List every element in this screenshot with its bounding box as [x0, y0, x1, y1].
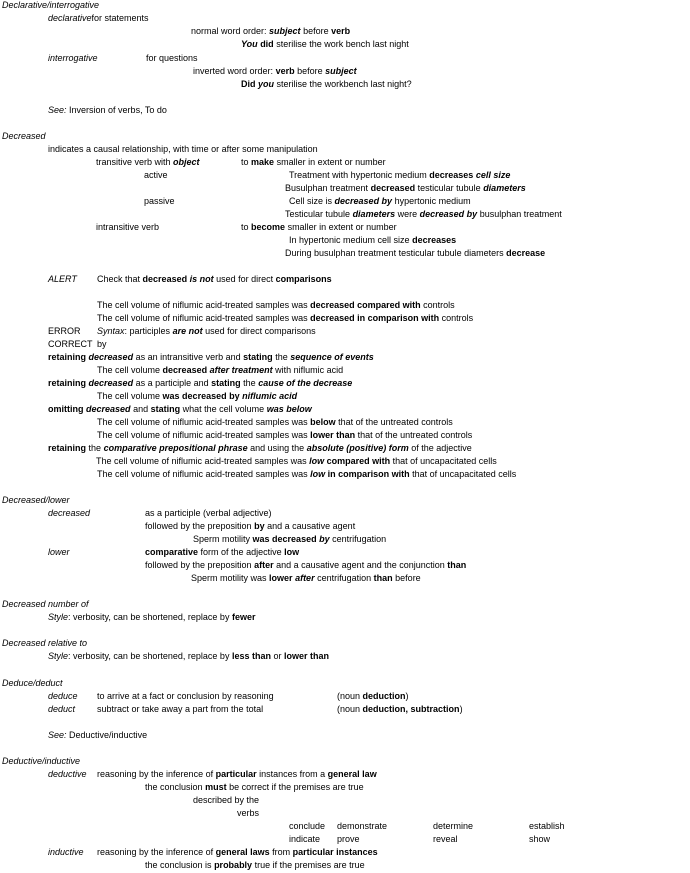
correct-by: by — [97, 339, 107, 349]
wrong-example-1: The cell volume of niflumic acid-treated samples was decreased compared with controls — [97, 300, 455, 310]
transitive-label: transitive verb with object — [96, 157, 200, 167]
alert-label: ALERT — [48, 274, 77, 284]
heading-deductive: Deductive/inductive — [2, 756, 81, 766]
remedy-1: retaining decreased as an intransitive verb and stating the sequence of events — [48, 352, 374, 362]
remedy-2: retaining decreased as a participle and stating the cause of the decrease — [48, 378, 353, 388]
verb-item: demonstrate — [337, 821, 388, 831]
error-text: Syntax: participles are not used for direct comparisons — [97, 326, 316, 336]
decreased-number-style: Style: verbosity, can be shortened, replace by fewer — [48, 612, 256, 622]
remedy-4-example-1: The cell volume of niflumic acid-treated samples was low compared with that of uncapacitated cells — [96, 456, 497, 466]
term-decreased: decreased — [48, 508, 91, 518]
term-deductive: deductive — [48, 769, 87, 779]
deductive-conclusion: the conclusion must be correct if the premises are true — [145, 782, 364, 792]
passive-label: passive — [144, 196, 175, 206]
remedy-3-example-1: The cell volume of niflumic acid-treated samples was below that of the untreated controls — [97, 417, 453, 427]
verb-item: prove — [337, 834, 360, 844]
heading-decreased: Decreased — [2, 131, 46, 141]
rule-normal-order: normal word order: subject before verb — [191, 26, 351, 36]
example-declarative: You did sterilise the work bench last night — [241, 39, 409, 49]
heading-decreased-lower: Decreased/lower — [2, 495, 70, 505]
deduct-def: subtract or take away a part from the total — [97, 704, 264, 714]
verb-item: conclude — [289, 821, 326, 831]
remedy-1-example: The cell volume decreased after treatment with niflumic acid — [97, 365, 344, 375]
decreased-example: Sperm motility was decreased by centrifugation — [193, 534, 387, 544]
verb-item: reveal — [433, 834, 458, 844]
deduct-noun: (noun deduction, subtraction) — [337, 704, 463, 714]
lower-comparative: comparative form of the adjective low — [145, 547, 300, 557]
wrong-example-2: The cell volume of niflumic acid-treated samples was decreased in comparison with controls — [97, 313, 474, 323]
transitive-def: to make smaller in extent or number — [241, 157, 386, 167]
heading-declarative: Declarative/interrogative — [2, 0, 100, 10]
remedy-3: omitting decreased and stating what the cell volume was below — [48, 404, 312, 414]
lower-example: Sperm motility was lower after centrifugation than before — [191, 573, 421, 583]
intransitive-def: to become smaller in extent or number — [241, 222, 397, 232]
active-example-1: Treatment with hypertonic medium decreases cell size — [289, 170, 511, 180]
alert-text: Check that decreased is not used for direct comparisons — [97, 274, 332, 284]
deductive-described: described by the — [193, 795, 260, 805]
intransitive-label: intransitive verb — [96, 222, 160, 232]
remedy-4: retaining the comparative prepositional phrase and using the absolute (positive) form of the adjective — [48, 443, 472, 453]
intransitive-example-2: During busulphan treatment testicular tubule diameters decrease — [285, 248, 546, 258]
term-deduce: deduce — [48, 691, 78, 701]
passive-example-1: Cell size is decreased by hypertonic medium — [289, 196, 471, 206]
verb-item: establish — [529, 821, 565, 831]
correct-label: CORRECT — [48, 339, 93, 349]
error-label: ERROR — [48, 326, 81, 336]
entry-declarative: declarativefor statements — [48, 13, 149, 23]
active-label: active — [144, 170, 168, 180]
deductive-verbs-label: verbs — [237, 808, 260, 818]
decreased-by-rule: followed by the preposition by and a causative agent — [145, 521, 356, 531]
decreased-participle: as a participle (verbal adjective) — [145, 508, 272, 518]
remedy-2-example: The cell volume was decreased by niflumic acid — [97, 391, 298, 401]
deductive-def: reasoning by the inference of particular instances from a general law — [97, 769, 377, 779]
heading-decreased-number: Decreased number of — [2, 599, 89, 609]
example-interrogative: Did you sterilise the workbench last night? — [241, 79, 412, 89]
verb-item: indicate — [289, 834, 321, 844]
verb-item: determine — [433, 821, 474, 831]
decreased-intro: indicates a causal relationship, with time or after some manipulation — [48, 144, 318, 154]
term-deduct: deduct — [48, 704, 76, 714]
term-inductive: inductive — [48, 847, 84, 857]
active-example-2: Busulphan treatment decreased testicular tubule diameters — [285, 183, 526, 193]
intransitive-example-1: In hypertonic medium cell size decreases — [289, 235, 457, 245]
deduce-def: to arrive at a fact or conclusion by reasoning — [97, 691, 274, 701]
heading-decreased-relative: Decreased relative to — [2, 638, 88, 648]
term-lower: lower — [48, 547, 70, 557]
inductive-def: reasoning by the inference of general laws from particular instances — [97, 847, 378, 857]
lower-after-rule: followed by the preposition after and a causative agent and the conjunction than — [145, 560, 467, 570]
remedy-4-example-2: The cell volume of niflumic acid-treated samples was low in comparison with that of uncapacitated cells — [97, 469, 517, 479]
entry-interrogative: interrogative — [48, 53, 98, 63]
inductive-conclusion: the conclusion is probably true if the premises are true — [145, 860, 365, 870]
decreased-relative-style: Style: verbosity, can be shortened, replace by less than or lower than — [48, 651, 330, 661]
heading-deduce: Deduce/deduct — [2, 678, 63, 688]
deduce-noun: (noun deduction) — [337, 691, 409, 701]
verb-item: show — [529, 834, 551, 844]
rule-inverted-order: inverted word order: verb before subject — [193, 66, 357, 76]
see-also-declarative: See: Inversion of verbs, To do — [48, 105, 167, 115]
entry-interrogative-def: for questions — [146, 53, 198, 63]
remedy-3-example-2: The cell volume of niflumic acid-treated samples was lower than that of the untreated controls — [97, 430, 473, 440]
passive-example-2: Testicular tubule diameters were decreased by busulphan treatment — [285, 209, 562, 219]
see-also-deduce: See: Deductive/inductive — [48, 730, 148, 740]
